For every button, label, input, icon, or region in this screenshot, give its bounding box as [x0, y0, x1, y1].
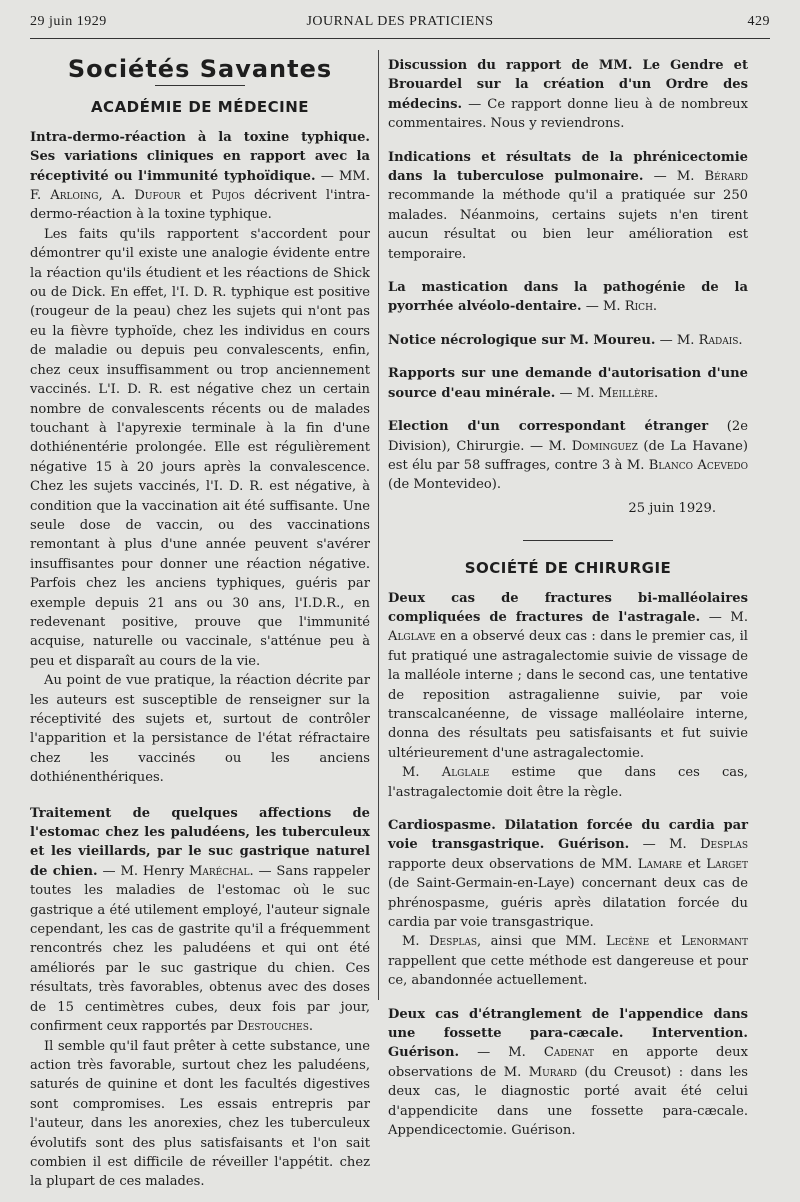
article-cardiospasme: Cardiospasme. Dilatation forcée du cardia par voie transgastrique. Guérison. — M. Desplas rapporte deux observations de MM. Lamare et Larget (de Saint-Germain-en-Laye) concernant deux cas de phrénospasme, guéris après dilatation forcée du cardia par voie transgastrique.: [388, 818, 748, 931]
article-notice-moureu: Notice nécrologique sur M. Moureu. — M. Radais.: [388, 332, 743, 348]
article-intradermo-p3: Au point de vue pratique, la réaction décrite par les auteurs est susceptible de renseigner sur la réceptivité des sujets et, surtout de contrôler l'apparition et la persistance de l'état réfractaire chez les vaccinés ou les anciens dothiénenthériques.: [30, 673, 370, 786]
header-date: 29 juin 1929: [30, 14, 107, 29]
article-intradermo-p2: Les faits qu'ils rapportent s'accordent pour démontrer qu'il existe une analogie évidente entre la réaction qu'ils étudient et les réactions de Shick ou de Dick. En effet, l'I. D. R. typhique est positive (rougeur de la peau) chez les sujets qui n'ont pas eu la fièvre typhoïde, chez les individus en cours de maladie ou depuis peu convalescents, enfin, chez ceux insuffisamment ou trop anciennement vaccinés. L'I. D. R. est négative chez un certain nombre de convalescents récents ou de malades touchant à l'apyrexie terminale à la fin d'une dothiénentérie prolongée. Elle est régulièrement négative 15 à 20 jours après la convalescence. Chez les sujets vaccinés, l'I. D. R. est négative, à condition que la vaccination ait été suffisante. Une seule dose de vaccin, ou des vaccinations remontant à plus d'une année peuvent s'avérer insuffisantes pour donner une réaction négative. Parfois chez les anciens typhiques, guéris par exemple depuis 21 ans ou 30 ans, l'I.D.R., en redevenant positive, prouve que l'immunité acquise, naturelle ou vaccinale, s'atténue peu à peu et disparaît au cours de la vie.: [30, 226, 370, 669]
page-header: [30, 14, 770, 36]
section-rule: [523, 540, 613, 541]
article-fractures: Deux cas de fractures bi-malléolaires compliquées de fractures de l'astragale. — M. Alglave en a observé deux cas : dans le premier cas, il fut pratiqué une astragalectomie suivie de vissage de la malléole interne ; dans le second cas, une tentative de reposition astragalienne suivie, par voie transcalcanéenne, de vissage malléolaire interne, donna des résultats peu satisfaisants et fut suivie ultérieurement d'une astragalectomie.: [388, 590, 748, 761]
journal-title: JOURNAL DES PRATICIENS: [306, 14, 494, 29]
right-column: [388, 56, 748, 1151]
title-rule: [155, 85, 245, 86]
article-intradermo: Intra-dermo-réaction à la toxine typhique. Ses variations cliniques en rapport avec la réceptivité ou l'immunité typhoïdique. — MM. F. Arloing, A. Dufour et Pujos décrivent l'intra-dermo-réaction à la toxine typhique.: [30, 129, 370, 223]
column-divider: [378, 50, 379, 1000]
article-estomac-p2: Il semble qu'il faut prêter à cette substance, une action très favorable, surtout chez les paludéens, saturés de quinine et dont les facultés digestives sont compromises. Les essais entrepris par l'auteur, dans les anorexies, chez les tuberculeux évolutifs sont des plus satisfaisants et l'on sait combien il est difficile de réveiller l'appétit. chez la plupart de ces malades.: [30, 1038, 370, 1190]
article-appendice: Deux cas d'étranglement de l'appendice dans une fossette para-cæcale. Intervention. Guérison. — M. Cadenat en apporte deux observations de M. Murard (du Creusot) : dans les deux cas, le diagnostic porté avait été celui d'appendicite dans une fossette para-cæcale. Appendicectomie. Guérison.: [388, 1006, 749, 1139]
article-estomac: Traitement de quelques affections de l'estomac chez les paludéens, les tuberculeux et les vieillards, par le suc gastrique naturel de chien. — M. Henry Maréchal. — Sans rappeler toutes les maladies de l'estomac où le suc gastrique a été utilement employé, l'auteur signale cependant, les cas de gastrite qu'il a fréquemment rencontrés chez les paludéens et qui ont été améliorés par le suc gastrique du chien. Ces résultats, très favorables, obtenus avec des doses de 15 centimètres cubes, deux fois par jour, confirment ceux rapportés par Destouches.: [30, 805, 370, 1035]
article-eau-minerale: Rapports sur une demande d'autorisation d'une source d'eau minérale. — M. Meillère.: [388, 366, 748, 401]
left-column: [30, 56, 370, 1202]
session-date: 25 juin 1929.: [628, 500, 716, 516]
header-rule: [30, 38, 770, 39]
section-heading-chirurgie: SOCIÉTÉ DE CHIRURGIE: [464, 559, 672, 578]
section-heading-academie: ACADÉMIE DE MÉDECINE: [90, 98, 310, 117]
page-number: 429: [747, 14, 770, 29]
article-phrenicectomie: Indications et résultats de la phrénicectomie dans la tuberculose pulmonaire. — M. Bérard recommande la méthode qu'il a pratiquée sur 250 malades. Néanmoins, certains sujets n'en tirent aucun résultat ou bien leur amélioration est temporaire.: [388, 149, 748, 262]
article-fractures-p2: M. Alglale estime que dans ces cas, l'astragalectomie doit être la règle.: [388, 765, 748, 800]
page-title: Sociétés Savantes: [67, 55, 333, 83]
article-cardiospasme-p2: M. Desplas, ainsi que MM. Lecène et Lenormant rappellent que cette méthode est dangereuse et pour ce, abandonnée actuellement.: [388, 934, 749, 989]
article-mastication: La mastication dans la pathogénie de la pyorrhée alvéolo-dentaire. — M. Rich.: [388, 280, 748, 315]
article-election: Election d'un correspondant étranger (2e Division), Chirurgie. — M. Dominguez (de La Havane) est élu par 58 suffrages, contre 3 à M. Blanco Acevedo (de Montevideo).: [388, 419, 748, 493]
article-ordre-medecins: Discussion du rapport de MM. Le Gendre et Brouardel sur la création d'un Ordre des médecins. — Ce rapport donne lieu à de nombreux commentaires. Nous y reviendrons.: [388, 58, 748, 132]
